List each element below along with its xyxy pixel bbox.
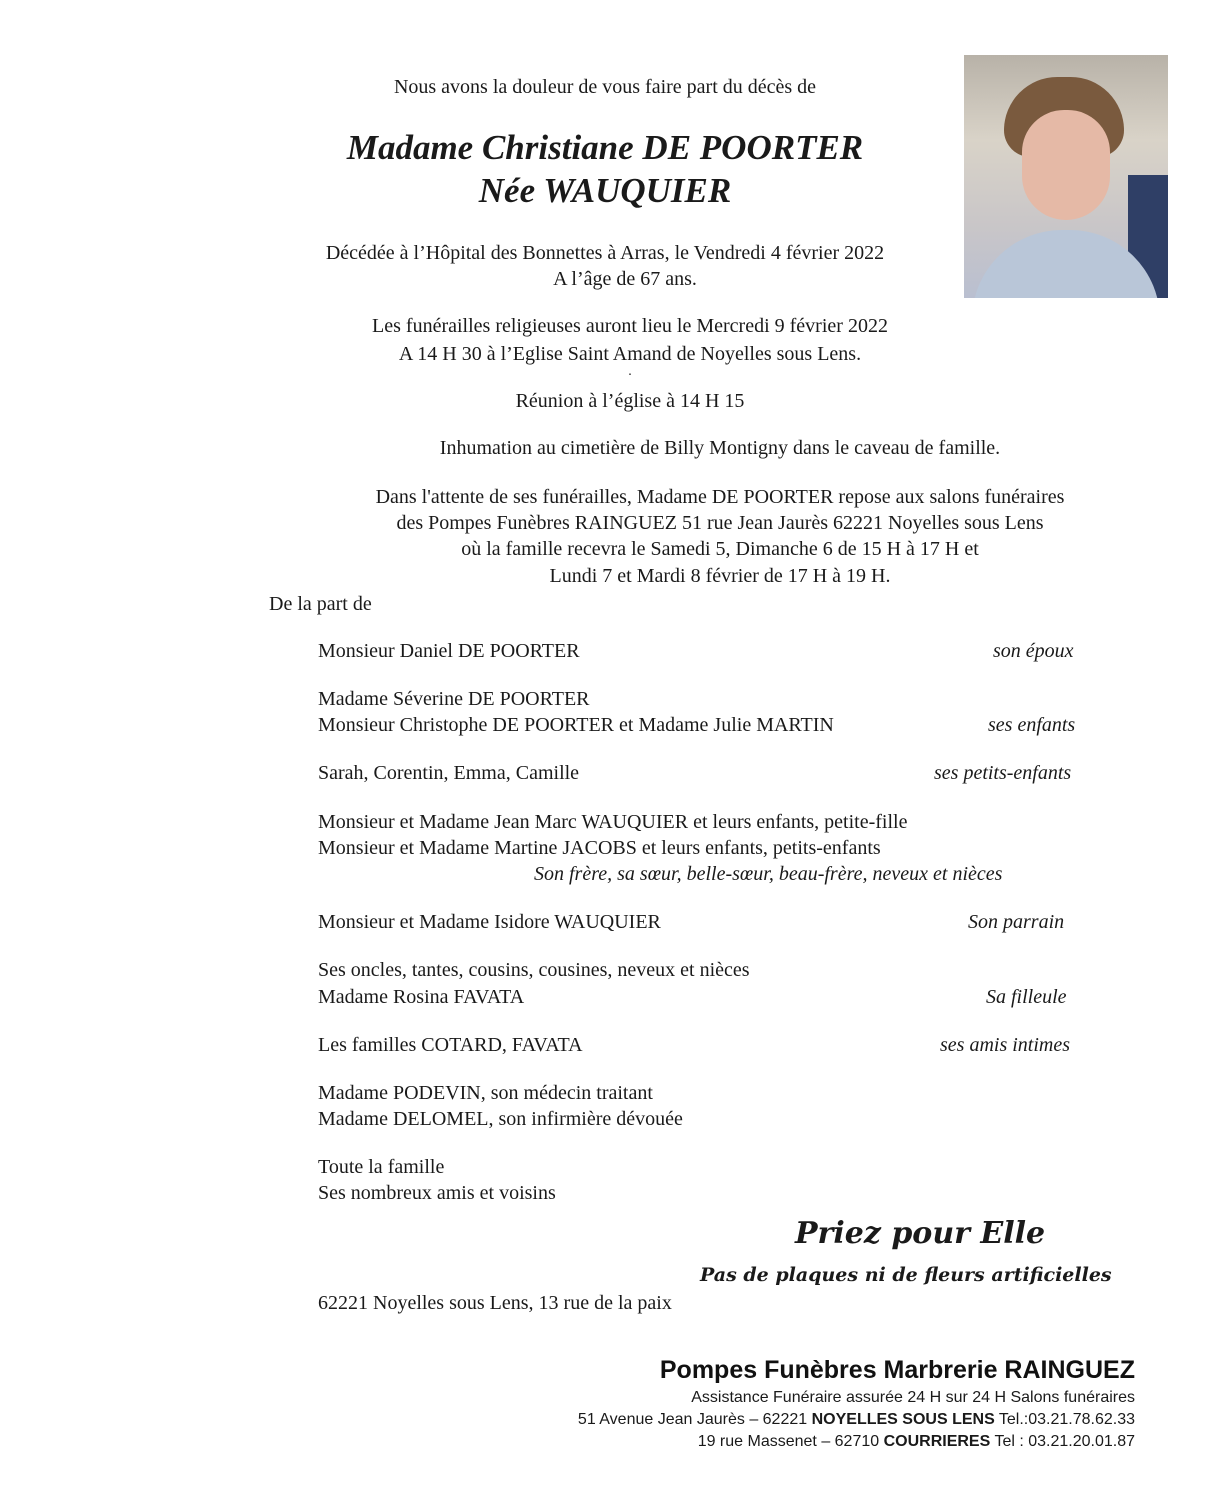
no-plaques-text: Pas de plaques ni de fleurs artificielles [700,1264,1112,1286]
friends-role: ses amis intimes [940,1034,1070,1056]
salon-line-4: Lundi 7 et Mardi 8 février de 17 H à 19 H. [549,565,891,587]
separator-dot: . [628,364,632,379]
grandchildren-role: ses petits-enfants [934,762,1072,784]
goddaughter-role: Sa filleule [986,986,1067,1008]
goddaughter-name: Madame Rosina FAVATA [318,986,525,1008]
company-name: Pompes Funèbres Marbrerie RAINGUEZ [659,1356,1135,1384]
friends-neighbors: Ses nombreux amis et voisins [318,1182,556,1204]
godfather-name: Monsieur et Madame Isidore WAUQUIER [318,911,661,933]
reunion-text: Réunion à l’église à 14 H 15 [515,390,745,412]
assistance-text: Assistance Funéraire assurée 24 H sur 24 H Salons funéraires [691,1389,1135,1406]
children-role: ses enfants [988,714,1076,736]
sibling-2: Monsieur et Madame Martine JACOBS et leurs enfants, petits-enfants [318,837,881,859]
doctor: Madame PODEVIN, son médecin traitant [318,1082,653,1104]
godfather-role: Son parrain [968,911,1065,933]
age-text: A l’âge de 67 ans. [553,268,697,290]
de-la-part-label: De la part de [269,593,372,615]
deceased-name: Madame Christiane DE POORTER [346,128,864,167]
funeral-date: Les funérailles religieuses auront lieu le Mercredi 9 février 2022 [372,315,888,337]
address-line-1: 51 Avenue Jean Jaurès – 62221 NOYELLES SOUS LENS Tel.:03.21.78.62.33 [577,1411,1135,1428]
spouse-name: Monsieur Daniel DE POORTER [318,640,580,662]
all-family: Toute la famille [318,1156,445,1178]
child-2: Monsieur Christophe DE POORTER et Madame Julie MARTIN [318,714,834,736]
nurse: Madame DELOMEL, son infirmière dévouée [318,1108,683,1130]
sibling-1: Monsieur et Madame Jean Marc WAUQUIER et leurs enfants, petite-fille [318,811,908,833]
death-place-date: Décédée à l’Hôpital des Bonnettes à Arras, le Vendredi 4 février 2022 [325,242,885,264]
intro-text: Nous avons la douleur de vous faire part du décès de [393,76,817,98]
funeral-place: A 14 H 30 à l’Eglise Saint Amand de Noyelles sous Lens. [398,343,862,365]
relatives: Ses oncles, tantes, cousins, cousines, neveux et nièces [318,959,750,981]
home-address: 62221 Noyelles sous Lens, 13 rue de la paix [318,1292,672,1314]
siblings-role: Son frère, sa sœur, belle-sœur, beau-frère, neveux et nièces [534,863,1003,885]
child-1: Madame Séverine DE POORTER [318,688,590,710]
spouse-role: son époux [993,640,1074,662]
prayer-text: Priez pour Elle [795,1216,1046,1251]
grandchildren: Sarah, Corentin, Emma, Camille [318,762,580,784]
inhumation-text: Inhumation au cimetière de Billy Montigny dans le caveau de famille. [439,437,1001,459]
salon-line-1: Dans l'attente de ses funérailles, Madame DE POORTER repose aux salons funéraires [375,486,1065,508]
portrait-photo [964,55,1168,298]
salon-line-2: des Pompes Funèbres RAINGUEZ 51 rue Jean Jaurès 62221 Noyelles sous Lens [396,512,1044,534]
maiden-name: Née WAUQUIER [478,171,732,210]
salon-line-3: où la famille recevra le Samedi 5, Dimanche 6 de 15 H à 17 H et [461,538,979,560]
address-line-2: 19 rue Massenet – 62710 COURRIERES Tel : 03.21.20.01.87 [697,1433,1135,1450]
friends-name: Les familles COTARD, FAVATA [318,1034,583,1056]
